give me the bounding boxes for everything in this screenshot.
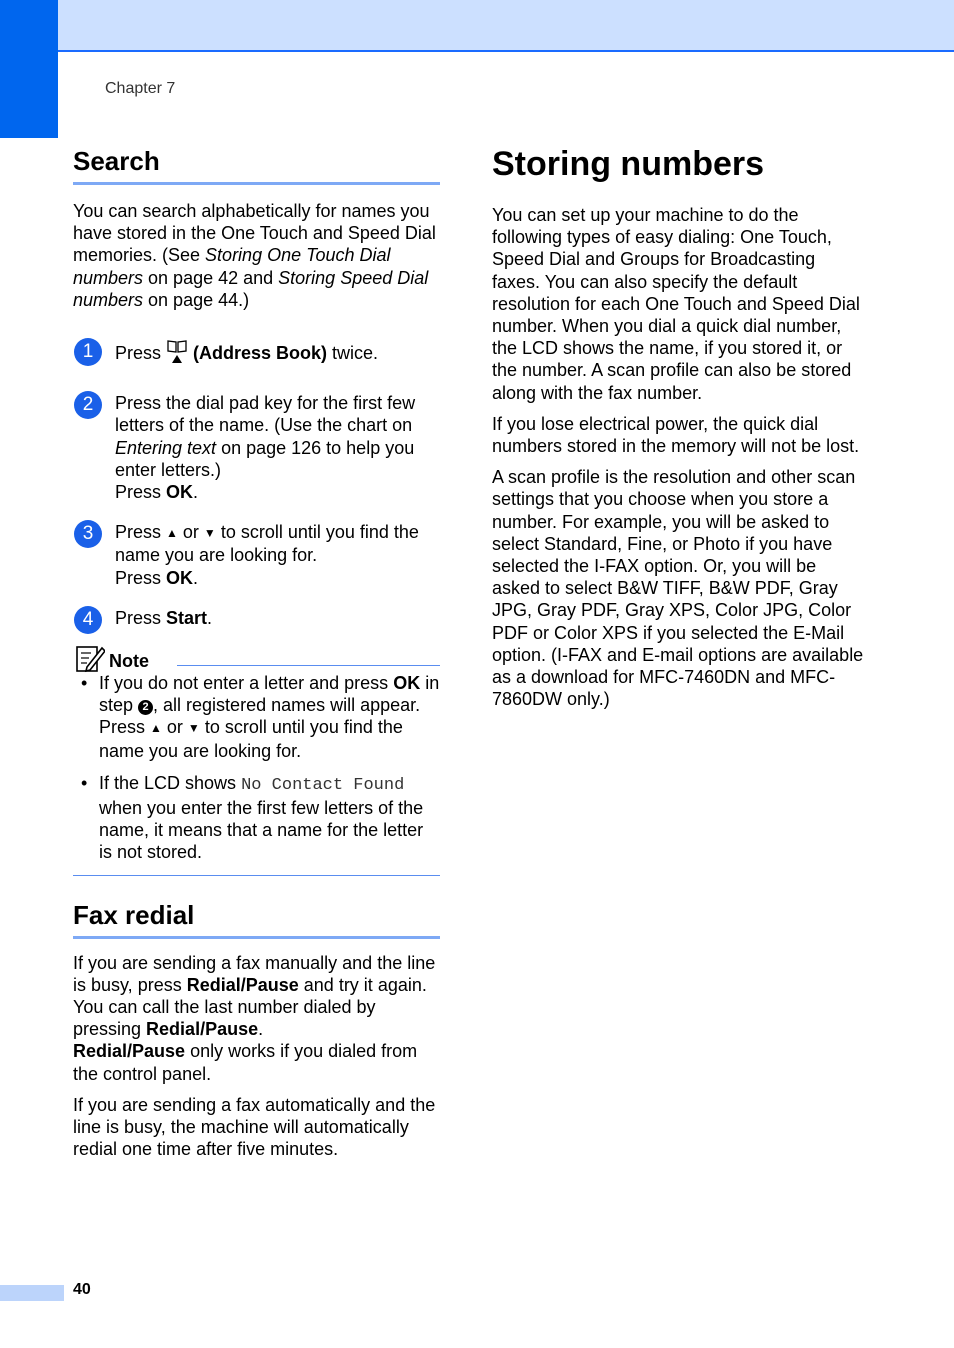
storing-paragraph: If you lose electrical power, the quick dial numbers stored in the memory will not be lost. xyxy=(492,413,860,457)
bullet-text: If you do not enter a letter and press OK in step 2 , all registered names will appear. Press ▲ or ▼ to scroll until you find the name you are looking for. xyxy=(99,673,440,761)
header-band xyxy=(58,0,954,52)
note-pencil-icon xyxy=(75,643,105,673)
heading-rule xyxy=(73,936,440,939)
fax-redial-heading: Fax redial xyxy=(73,899,195,930)
fax-redial-paragraph: If you are sending a fax automatically and the line is busy, the machine will automatically redial one time after five minutes. xyxy=(73,1094,436,1160)
storing-paragraph: A scan profile is the resolution and other scan settings that you choose when you store a number. For example, you will be asked to select Standard, Fine, or Photo if you have selected the I-FAX option. Or, you will be asked to select B&W TIFF, B&W PDF, Gray JPG, Gray PDF, Gray XPS, Color JPG, Color PDF or Color XPS if you selected the E-Mail option. (I-FAX and E-mail options are available as a download for MFC-7460DN and MFC-7860DW only.) xyxy=(492,467,864,710)
page-number: 40 xyxy=(73,1281,91,1298)
lcd-message: No Contact Found xyxy=(241,775,405,795)
step-text: Press (Address Book) twice. xyxy=(115,343,378,363)
note-title: Note xyxy=(109,651,149,672)
step-number-icon: 4 xyxy=(74,606,102,634)
step-number-icon: 2 xyxy=(74,391,102,419)
heading-rule xyxy=(73,182,440,185)
step-4 xyxy=(73,607,440,629)
fax-redial-paragraph: If you are sending a fax manually and the line is busy, press Redial/Pause and try it again. You can call the last number dialed by pressing Redial/Pause. Redial/Pause only works if you dialed from the control panel. xyxy=(73,952,436,1084)
step-2-icon: 2 xyxy=(138,700,153,715)
address-book-icon xyxy=(166,339,188,370)
search-section xyxy=(73,146,440,1161)
search-intro: You can search alphabetically for names you have stored in the One Touch and Speed Dial memories. (See Storing One Touch Dial numbers on page 42 and Storing Speed Dial numbers on page 44.) xyxy=(73,201,436,310)
note-bullet: • If you do not enter a letter and press OK in step 2 , all registered names will appear. Press ▲ or ▼ to scroll until you find the name you are looking for. xyxy=(81,673,440,761)
step-text: Press Start. xyxy=(115,607,213,628)
step-number-icon: 1 xyxy=(74,338,102,366)
note-box xyxy=(73,643,440,876)
step-2 xyxy=(73,392,440,503)
storing-paragraph: You can set up your machine to do the following types of easy dialing: One Touch, Speed Dial and Groups for Broadcasting faxes. You can also specify the default resolution for each One Touch and Speed Dial number. When you dial a quick dial number, the LCD shows the name, if you stored it, or the number. A scan profile can also be stored along with the fax number. xyxy=(492,205,860,403)
storing-heading: Storing numbers xyxy=(492,145,765,183)
step-text: Press ▲ or ▼ to scroll until you find the name you are looking for. Press OK. xyxy=(115,522,419,588)
note-end-rule xyxy=(73,875,440,876)
bullet-text: If the LCD shows No Contact Found when you enter the first few letters of the name, it means that a name for the letter is not stored. xyxy=(99,772,424,863)
search-steps xyxy=(73,339,440,629)
note-rule xyxy=(177,665,440,666)
search-heading: Search xyxy=(73,146,160,176)
down-arrow-icon: ▼ xyxy=(187,721,200,736)
step-number-icon: 3 xyxy=(74,520,102,548)
down-arrow-icon: ▼ xyxy=(203,526,216,541)
step-3 xyxy=(73,521,440,589)
step-text: Press the dial pad key for the first few letters of the name. (Use the chart on Entering text on page 126 to help you enter letters.) Press OK. xyxy=(115,393,416,503)
chapter-color-tab xyxy=(0,0,58,138)
step-1 xyxy=(73,339,440,370)
up-arrow-icon: ▲ xyxy=(166,526,178,541)
storing-section xyxy=(492,144,864,710)
note-bullet: • If the LCD shows No Contact Found when you enter the first few letters of the name, it means that a name for the letter is not stored. xyxy=(81,772,424,863)
up-arrow-icon: ▲ xyxy=(150,721,162,736)
page-number-tab xyxy=(0,1285,64,1301)
chapter-label: Chapter 7 xyxy=(105,80,176,97)
